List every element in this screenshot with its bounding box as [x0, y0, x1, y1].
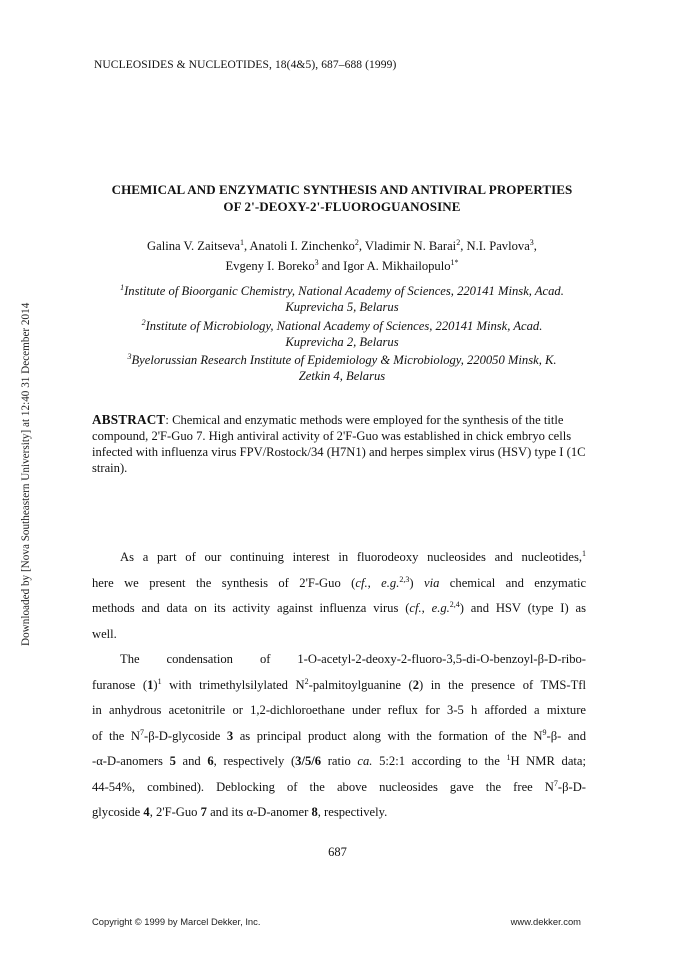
affiliation-line: Byelorussian Research Institute of Epidemiology & Microbiology, 220050 Minsk, K.: [131, 353, 557, 367]
paragraph-1: [92, 545, 586, 647]
author-affil-sup: 1*: [450, 258, 459, 267]
author-affil-sup: 1: [239, 238, 244, 247]
affiliation-2: [96, 318, 588, 350]
article-title: [110, 181, 574, 215]
text-line: glycoside 4, 2'F-Guo 7 and its α-D-anomer 8, respectively.: [92, 805, 388, 819]
author-name: , Anatoli I. Zinchenko: [243, 239, 355, 253]
author-affil-sup: 2: [354, 238, 359, 247]
affiliation-1: [96, 283, 588, 315]
authors-line-1: [100, 236, 584, 256]
publisher-url: www.dekker.com: [510, 916, 581, 927]
affiliation-sup: 1: [120, 283, 125, 292]
affiliation-3: [96, 352, 588, 384]
author-separator: ,: [533, 239, 537, 253]
author-list: [100, 236, 584, 276]
affiliation-line: Kuprevicha 2, Belarus: [285, 335, 399, 349]
copyright-notice: Copyright © 1999 by Marcel Dekker, Inc.: [92, 916, 261, 927]
text-line: here we present the synthesis of 2'F-Guo (cf., e.g.$^{2,3}$) via chemical and enzymatic: [92, 574, 587, 590]
text-line: The condensation of 1-O-acetyl-2-deoxy-2-fluoro-3,5-di-O-benzoyl-β-D-ribo-: [120, 652, 586, 666]
affiliation-sup: 2: [141, 318, 146, 327]
author-affil-sup: 2: [456, 238, 461, 247]
abstract: [92, 412, 586, 476]
text-line: methods and data on its activity against influenza virus (cf., e.g.$^{2,4}$) and HSV (type I) as: [92, 600, 587, 615]
title-line-1: CHEMICAL AND ENZYMATIC SYNTHESIS AND ANTIVIRAL PROPERTIES: [111, 182, 573, 197]
affiliation-line: Institute of Bioorganic Chemistry, National Academy of Sciences, 220141 Minsk, Acad.: [124, 284, 564, 298]
text-line: 44-54%, combined). Deblocking of the above nucleosides gave the free $N^7-\beta-D-$: [92, 778, 586, 794]
authors-line-2: [100, 256, 584, 276]
author-name: , N.I. Pavlova: [460, 239, 530, 253]
affiliation-sup: 3: [127, 352, 132, 361]
text-line: well.: [92, 626, 117, 641]
abstract-label: ABSTRACT: [92, 412, 166, 427]
affiliation-line: Institute of Microbiology, National Academy of Sciences, 220141 Minsk, Acad.: [145, 319, 543, 333]
text-line: of the $N^7-\beta-D$-glycoside 3 as principal product along with the formation of the $N^9-\beta-$ and: [92, 727, 586, 743]
text-line: As a part of our continuing interest in fluorodeoxy nucleosides and nucleotides,$^1$: [120, 549, 586, 564]
journal-header: NUCLEOSIDES & NUCLEOTIDES, 18(4&5), 687–688 (1999): [94, 59, 397, 71]
author-name: , Vladimir N. Barai: [358, 239, 457, 253]
author-name: Galina V. Zaitseva: [147, 239, 240, 253]
text-line: furanose $(1)^1$ with trimethylsilylated $N^2$-palmitoylguanine (2) in the presence of TMS-Tfl: [92, 676, 586, 692]
paragraph-2: [92, 647, 586, 826]
title-line-2: OF 2'-DEOXY-2'-FLUOROGUANOSINE: [223, 199, 461, 214]
text-line: -α-D-anomers 5 and 6, respectively (3/5/6 ratio ca. 5:2:1 according to the $^1$H NMR data;: [92, 753, 586, 768]
page-number: 687: [328, 845, 347, 859]
author-affil-sup: 3: [529, 238, 534, 247]
author-name: Evgeny I. Boreko: [225, 259, 315, 273]
author-affil-sup: 3: [314, 258, 319, 267]
affiliation-line: Zetkin 4, Belarus: [298, 369, 386, 383]
abstract-text: : Chemical and enzymatic methods were employed for the synthesis of the title compound, 2'F-Guo 7. High antiviral activity of 2'F-Guo was established in chick embryo cells infected with influenza virus FPV/Rostock/34 (H7N1) and herpes simplex virus (HSV) type I (1C strain).: [92, 413, 586, 475]
text-line: in anhydrous acetonitrile or 1,2-dichloroethane under reflux for 3-5 h afforded a mixture: [92, 703, 586, 717]
author-name: and Igor A. Mikhailopulo: [318, 259, 451, 273]
affiliation-line: Kuprevicha 5, Belarus: [285, 300, 399, 314]
